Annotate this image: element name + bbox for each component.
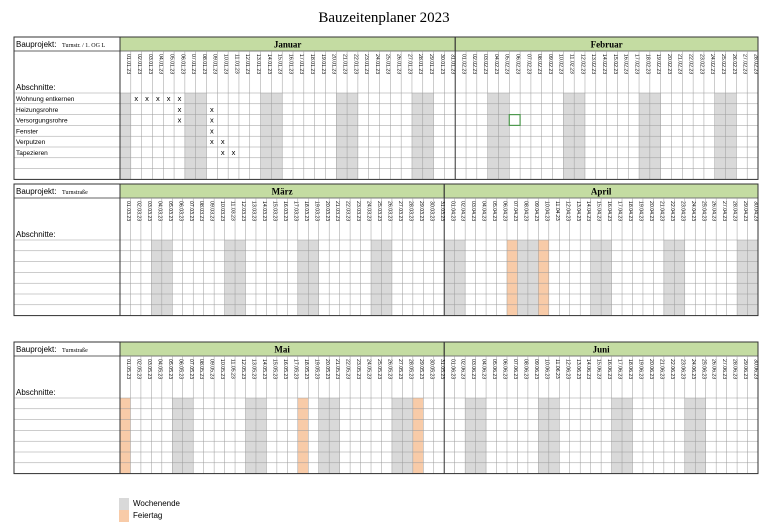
date-label: 15.06.23 [595, 359, 602, 380]
day-column-fill [528, 240, 538, 316]
date-label: 19.05.23 [313, 359, 320, 380]
date-label: 10.02.23 [557, 54, 564, 75]
date-label: 17.03.23 [292, 201, 299, 222]
project-label: Bauprojekt: [16, 187, 57, 196]
date-label: 12.05.23 [240, 359, 247, 380]
date-label: 09.02.23 [546, 54, 553, 75]
date-label: 30.01.23 [438, 54, 445, 75]
date-label: 29.01.23 [427, 54, 434, 75]
date-label: 11.03.23 [229, 201, 236, 221]
date-label: 09.03.23 [208, 201, 215, 222]
date-label: 04.01.23 [157, 54, 164, 75]
date-label: 02.04.23 [459, 201, 466, 222]
planner-block [14, 37, 758, 179]
day-column-fill [748, 240, 758, 316]
day-column-fill [601, 240, 611, 316]
date-label: 09.04.23 [532, 201, 539, 222]
date-label: 15.04.23 [595, 201, 602, 222]
date-label: 21.02.23 [676, 54, 683, 75]
date-label: 07.04.23 [512, 201, 519, 222]
date-label: 22.01.23 [352, 54, 359, 75]
date-label: 09.01.23 [211, 54, 218, 75]
day-column-fill [298, 398, 308, 474]
day-column-fill [538, 398, 548, 474]
legend-weekend-swatch [119, 498, 129, 510]
date-label: 09.06.23 [532, 359, 539, 380]
date-label: 12.01.23 [244, 54, 251, 75]
day-column-fill [476, 398, 486, 474]
day-column-fill [246, 398, 256, 474]
date-label: 18.01.23 [309, 54, 316, 75]
date-label: 29.06.23 [742, 359, 749, 380]
selected-cell [509, 115, 520, 126]
date-label: 04.05.23 [156, 359, 163, 380]
month-label: Mai [274, 344, 290, 355]
day-column-fill [371, 240, 381, 316]
date-label: 04.02.23 [492, 54, 499, 75]
date-label: 05.05.23 [166, 359, 173, 380]
date-label: 24.04.23 [689, 201, 696, 222]
date-label: 23.04.23 [679, 201, 686, 222]
month-label: Juni [592, 344, 610, 355]
date-label: 20.06.23 [647, 359, 654, 380]
date-label: 30.04.23 [752, 201, 759, 222]
day-column-fill [444, 240, 454, 316]
date-label: 01.01.23 [125, 54, 132, 75]
task-mark: x [220, 148, 225, 157]
date-label: 06.04.23 [501, 201, 508, 222]
day-column-fill [549, 398, 559, 474]
date-label: 16.03.23 [281, 201, 288, 222]
date-label: 27.02.23 [741, 54, 748, 75]
date-label: 20.05.23 [323, 359, 330, 380]
date-label: 27.03.23 [396, 201, 403, 222]
date-label: 29.03.23 [417, 201, 424, 222]
date-label: 14.02.23 [601, 54, 608, 75]
date-label: 01.03.23 [125, 201, 132, 222]
page-title: Bauzeitenplaner 2023 [318, 10, 450, 26]
date-label: 13.06.23 [574, 359, 581, 380]
day-column-fill [172, 398, 182, 474]
day-column-fill [695, 398, 705, 474]
section-label: Verputzen [16, 139, 46, 147]
date-label: 10.03.23 [219, 201, 226, 222]
day-column-fill [298, 240, 308, 316]
section-label: Heizungsrohre [16, 106, 59, 114]
date-label: 24.03.23 [365, 201, 372, 222]
date-label: 06.05.23 [177, 359, 184, 380]
date-label: 25.03.23 [376, 201, 383, 222]
day-column-fill [402, 398, 412, 474]
date-label: 03.06.23 [470, 359, 477, 380]
date-label: 14.06.23 [585, 359, 592, 380]
date-label: 16.01.23 [287, 54, 294, 75]
date-label: 09.05.23 [208, 359, 215, 380]
date-label: 06.06.23 [501, 359, 508, 380]
date-label: 12.03.23 [240, 201, 247, 222]
day-column-fill [319, 398, 329, 474]
date-label: 28.06.23 [731, 359, 738, 380]
sections-label: Abschnitte: [16, 388, 56, 397]
date-label: 26.01.23 [395, 54, 402, 75]
date-label: 13.04.23 [574, 201, 581, 222]
date-label: 03.05.23 [145, 359, 152, 380]
date-label: 31.03.23 [438, 201, 445, 222]
date-label: 17.05.23 [292, 359, 299, 380]
date-label: 14.03.23 [260, 201, 267, 222]
date-label: 28.03.23 [407, 201, 414, 222]
sections-label: Abschnitte: [16, 83, 56, 92]
day-column-fill [612, 398, 622, 474]
task-mark: x [210, 137, 214, 147]
date-label: 17.04.23 [616, 201, 623, 222]
date-label: 27.06.23 [721, 359, 728, 380]
date-label: 08.02.23 [536, 54, 543, 75]
date-label: 21.01.23 [341, 54, 348, 75]
date-label: 08.01.23 [200, 54, 207, 75]
date-label: 05.01.23 [168, 54, 175, 75]
date-label: 28.02.23 [752, 54, 759, 75]
task-mark: x [210, 104, 214, 114]
task-mark: x [134, 94, 139, 103]
day-column-fill [308, 240, 318, 316]
date-label: 15.02.23 [611, 54, 618, 75]
day-column-fill [737, 240, 747, 316]
date-label: 08.03.23 [198, 201, 205, 222]
date-label: 15.05.23 [271, 359, 278, 380]
day-column-fill [151, 240, 161, 316]
date-label: 27.04.23 [721, 201, 728, 222]
date-label: 05.02.23 [503, 54, 510, 75]
date-label: 23.01.23 [363, 54, 370, 75]
date-label: 19.04.23 [637, 201, 644, 222]
date-label: 11.05.23 [229, 359, 236, 379]
date-label: 14.05.23 [260, 359, 267, 380]
date-label: 07.01.23 [190, 54, 197, 75]
project-value: Turnstraße [62, 190, 88, 196]
date-label: 23.02.23 [698, 54, 705, 75]
date-label: 25.06.23 [700, 359, 707, 380]
date-label: 01.05.23 [125, 359, 132, 380]
date-label: 23.06.23 [679, 359, 686, 380]
date-label: 16.04.23 [606, 201, 613, 222]
day-column-fill [455, 240, 465, 316]
day-column-fill [235, 240, 245, 316]
date-label: 02.02.23 [471, 54, 478, 75]
month-label: März [271, 186, 293, 197]
day-column-fill [465, 398, 475, 474]
task-mark: x [145, 94, 149, 103]
date-label: 12.06.23 [564, 359, 571, 380]
date-label: 20.02.23 [665, 54, 672, 75]
date-label: 28.05.23 [407, 359, 414, 380]
day-column-fill [507, 240, 517, 316]
date-label: 11.06.23 [553, 359, 560, 379]
month-label: Januar [273, 39, 302, 50]
task-mark: x [155, 94, 160, 103]
day-column-fill [392, 398, 402, 474]
date-label: 15.03.23 [271, 201, 278, 222]
section-label: Versorgungsrohre [16, 117, 68, 125]
date-label: 27.01.23 [406, 54, 413, 75]
date-label: 02.01.23 [136, 54, 143, 75]
date-label: 29.04.23 [742, 201, 749, 222]
date-label: 22.03.23 [344, 201, 351, 222]
day-column-fill [120, 398, 130, 474]
date-label: 07.05.23 [187, 359, 194, 380]
month-label: April [590, 186, 612, 197]
day-column-fill [162, 240, 172, 316]
date-label: 20.01.23 [330, 54, 337, 75]
date-label: 23.03.23 [355, 201, 362, 222]
date-label: 24.02.23 [709, 54, 716, 75]
project-label: Bauprojekt: [16, 345, 57, 354]
date-label: 17.01.23 [298, 54, 305, 75]
day-column-fill [674, 240, 684, 316]
date-label: 13.03.23 [250, 201, 257, 222]
date-label: 03.01.23 [146, 54, 153, 75]
date-label: 13.05.23 [250, 359, 257, 380]
date-label: 10.06.23 [543, 359, 550, 380]
task-mark: x [177, 115, 182, 125]
date-label: 29.05.23 [417, 359, 424, 380]
date-label: 16.06.23 [606, 359, 613, 380]
date-label: 24.06.23 [689, 359, 696, 380]
date-label: 06.01.23 [179, 54, 186, 75]
date-label: 05.06.23 [491, 359, 498, 380]
date-label: 11.02.23 [568, 54, 575, 74]
date-label: 21.03.23 [334, 201, 341, 222]
task-mark: x [220, 137, 225, 147]
date-label: 25.05.23 [376, 359, 383, 380]
date-label: 19.06.23 [637, 359, 644, 380]
date-label: 03.03.23 [145, 201, 152, 222]
section-label: Fenster [16, 128, 39, 136]
day-column-fill [329, 398, 339, 474]
task-mark: x [166, 94, 171, 103]
planner-block [14, 342, 759, 474]
date-label: 21.06.23 [658, 359, 665, 380]
planner-block [14, 184, 759, 316]
date-label: 18.03.23 [302, 201, 309, 222]
date-label: 08.04.23 [522, 201, 529, 222]
date-label: 23.05.23 [355, 359, 362, 380]
date-label: 07.03.23 [187, 201, 194, 222]
date-label: 22.02.23 [687, 54, 694, 75]
date-label: 12.04.23 [564, 201, 571, 222]
date-label: 22.04.23 [668, 201, 675, 222]
task-mark: x [231, 148, 236, 157]
date-label: 06.02.23 [514, 54, 521, 75]
date-label: 30.05.23 [428, 359, 435, 380]
date-label: 04.03.23 [156, 201, 163, 222]
date-label: 31.05.23 [438, 359, 445, 380]
day-column-fill [225, 240, 235, 316]
date-label: 14.04.23 [585, 201, 592, 222]
date-label: 21.05.23 [334, 359, 341, 380]
date-label: 24.01.23 [373, 54, 380, 75]
date-label: 24.05.23 [365, 359, 372, 380]
date-label: 31.01.23 [449, 54, 456, 75]
date-label: 14.01.23 [265, 54, 272, 75]
date-label: 13.01.23 [254, 54, 261, 75]
date-label: 26.02.23 [730, 54, 737, 75]
date-label: 18.02.23 [644, 54, 651, 75]
date-label: 02.05.23 [135, 359, 142, 380]
date-label: 04.06.23 [480, 359, 487, 380]
date-label: 01.02.23 [460, 54, 467, 75]
legend-holiday-swatch [119, 510, 129, 522]
date-label: 11.01.23 [233, 54, 240, 74]
section-label: Wohnung entkernen [16, 96, 75, 103]
date-label: 19.03.23 [313, 201, 320, 222]
date-label: 08.06.23 [522, 359, 529, 380]
date-label: 05.03.23 [166, 201, 173, 222]
date-label: 02.06.23 [459, 359, 466, 380]
project-value: Turnstraße [62, 348, 88, 354]
day-column-fill [517, 240, 527, 316]
date-label: 10.05.23 [219, 359, 226, 380]
date-label: 10.01.23 [222, 54, 229, 75]
date-label: 06.03.23 [177, 201, 184, 222]
date-label: 18.04.23 [627, 201, 634, 222]
task-mark: x [177, 104, 182, 114]
month-label: Februar [590, 39, 623, 50]
day-column-fill [538, 240, 548, 316]
project-value: Turnstr. / 1. OG L [62, 43, 106, 49]
task-mark: x [210, 126, 214, 136]
date-label: 26.06.23 [710, 359, 717, 380]
date-label: 19.02.23 [655, 54, 662, 75]
date-label: 13.02.23 [590, 54, 597, 75]
date-label: 26.04.23 [710, 201, 717, 222]
date-label: 07.02.23 [525, 54, 532, 75]
task-mark: x [210, 115, 214, 125]
day-column-fill [591, 240, 601, 316]
date-label: 27.05.23 [396, 359, 403, 380]
day-column-fill [664, 240, 674, 316]
date-label: 15.01.23 [276, 54, 283, 75]
date-label: 28.04.23 [731, 201, 738, 222]
date-label: 02.03.23 [135, 201, 142, 222]
date-label: 26.03.23 [386, 201, 393, 222]
date-label: 08.05.23 [198, 359, 205, 380]
date-label: 16.05.23 [281, 359, 288, 380]
legend-holiday-label: Feiertag [133, 511, 163, 520]
date-label: 17.06.23 [616, 359, 623, 380]
date-label: 03.02.23 [482, 54, 489, 75]
date-label: 18.06.23 [627, 359, 634, 380]
date-label: 12.02.23 [579, 54, 586, 75]
day-column-fill [622, 398, 632, 474]
date-label: 04.04.23 [480, 201, 487, 222]
day-column-fill [183, 398, 193, 474]
date-label: 16.02.23 [622, 54, 629, 75]
date-label: 21.04.23 [658, 201, 665, 222]
date-label: 17.02.23 [633, 54, 640, 75]
task-mark: x [177, 94, 182, 103]
date-label: 30.06.23 [752, 359, 759, 380]
date-label: 28.01.23 [417, 54, 424, 75]
date-label: 10.04.23 [543, 201, 550, 222]
date-label: 01.06.23 [449, 359, 456, 380]
date-label: 26.05.23 [386, 359, 393, 380]
date-label: 30.03.23 [428, 201, 435, 222]
date-label: 01.04.23 [449, 201, 456, 222]
date-label: 22.06.23 [668, 359, 675, 380]
date-label: 25.04.23 [700, 201, 707, 222]
date-label: 19.01.23 [319, 54, 326, 75]
date-label: 20.04.23 [647, 201, 654, 222]
date-label: 07.06.23 [512, 359, 519, 380]
legend-weekend-label: Wochenende [133, 499, 180, 508]
date-label: 22.05.23 [344, 359, 351, 380]
section-label: Tapezieren [16, 150, 48, 157]
date-label: 18.05.23 [302, 359, 309, 380]
date-label: 05.04.23 [491, 201, 498, 222]
day-column-fill [381, 240, 391, 316]
date-label: 11.04.23 [553, 201, 560, 221]
day-column-fill [256, 398, 266, 474]
sections-label: Abschnitte: [16, 230, 56, 239]
day-column-fill [685, 398, 695, 474]
day-column-fill [413, 398, 423, 474]
date-label: 25.02.23 [719, 54, 726, 75]
date-label: 20.03.23 [323, 201, 330, 222]
date-label: 25.01.23 [384, 54, 391, 75]
project-label: Bauprojekt: [16, 40, 57, 49]
date-label: 03.04.23 [470, 201, 477, 222]
